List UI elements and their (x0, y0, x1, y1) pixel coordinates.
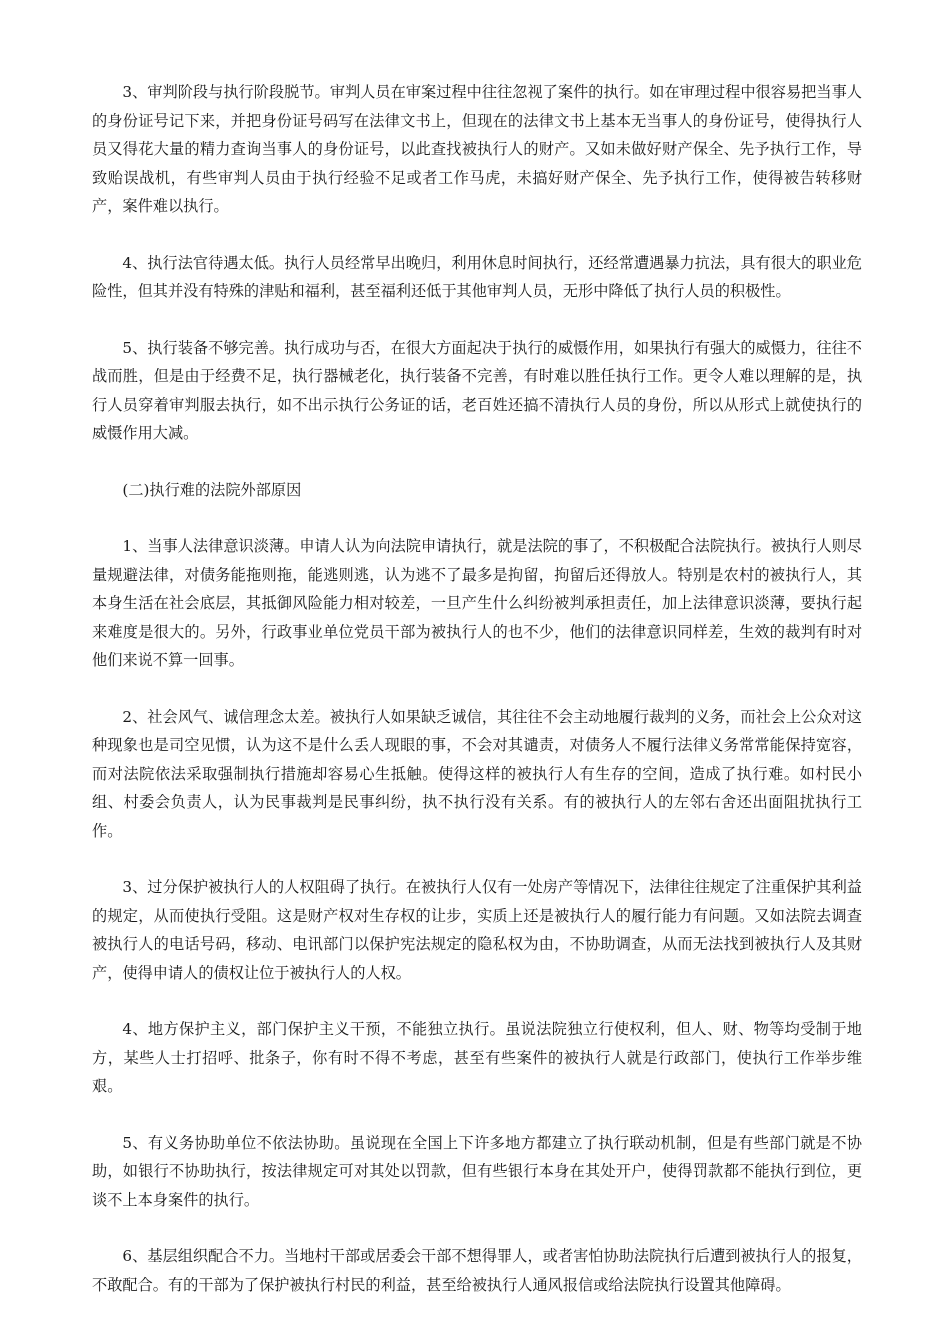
paragraph-grassroots-cooperation: 6、基层组织配合不力。当地村干部或居委会干部不想得罪人，或者害怕协助法院执行后遭到被执行人的报复，不敢配合。有的干部为了保护被执行村民的利益，甚至给被执行人通风报信或给法院执行设置其他障碍。 (92, 1247, 862, 1294)
paragraph-equipment: 5、执行装备不够完善。执行成功与否，在很大方面起决于执行的威慑作用，如果执行有强大的威慑力，往往不战而胜，但是由于经费不足，执行器械老化，执行装备不完善，有时难以胜任执行工作。更令人难以理解的是，执行人员穿着审判服去执行，如不出示执行公务证的话，老百姓还搞不清执行人员的身份，所以从形式上就使执行的威慑作用大减。 (92, 338, 862, 442)
paragraph-trial-execution-disconnect: 3、审判阶段与执行阶段脱节。审判人员在审案过程中往往忽视了案件的执行。如在审理过程中很容易把当事人的身份证号记下来，并把身份证号码写在法律文书上，但现在的法律文书上基本无当事人的身份证号，使得执行人员又得花大量的精力查询当事人的身份证号，以此查找被执行人的财产。又如未做好财产保全、先予执行工作，导致贻误战机，有些审判人员由于执行经验不足或者工作马虎，未搞好财产保全、先予执行工作，使得被告转移财产，案件难以执行。 (92, 83, 862, 215)
section-heading-external-causes: (二)执行难的法院外部原因 (122, 480, 302, 499)
paragraph-assisting-units: 5、有义务协助单位不依法协助。虽说现在全国上下许多地方都建立了执行联动机制，但是有些部门就是不协助，如银行不协助执行，按法律规定可对其处以罚款，但有些银行本身在其处开户，使得罚款都不能执行到位，更谈不上本身案件的执行。 (92, 1133, 862, 1209)
paragraph-social-integrity: 2、社会风气、诚信理念太差。被执行人如果缺乏诚信，其往往不会主动地履行裁判的义务，而社会上公众对这种现象也是司空见惯，认为这不是什么丢人现眼的事，不会对其谴责，对债务人不履行法律义务常常能保持宽容，而对法院依法采取强制执行措施却容易心生抵触。使得这样的被执行人有生存的空间，造成了执行难。如村民小组、村委会负责人，认为民事裁判是民事纠纷，执不执行没有关系。有的被执行人的左邻右舍还出面阻扰执行工作。 (92, 707, 862, 840)
paragraph-human-rights: 3、过分保护被执行人的人权阻碍了执行。在被执行人仅有一处房产等情况下，法律往往规定了注重保护其利益的规定，从而使执行受阻。这是财产权对生存权的让步，实质上还是被执行人的履行能力有问题。又如法院去调查被执行人的电话号码，移动、电讯部门以保护宪法规定的隐私权为由，不协助调查，从而无法找到被执行人及其财产，使得申请人的债权让位于被执行人的人权。 (92, 878, 862, 982)
paragraph-local-protectionism: 4、地方保护主义，部门保护主义干预，不能独立执行。虽说法院独立行使权利，但人、财、物等均受制于地方，某些人士打招呼、批条子，你有时不得不考虑，甚至有些案件的被执行人就是行政部门，使执行工作举步维艰。 (92, 1020, 862, 1095)
paragraph-legal-awareness: 1、当事人法律意识淡薄。申请人认为向法院申请执行，就是法院的事了，不积极配合法院执行。被执行人则尽量规避法律，对债务能拖则拖，能逃则逃，认为逃不了最多是拘留，拘留后还得放人。特别是农村的被执行人，其本身生活在社会底层，其抵御风险能力相对较差，一旦产生什么纠纷被判承担责任，加上法律意识淡薄，要执行起来难度是很大的。另外，行政事业单位党员干部为被执行人的也不少，他们的法律意识同样差，生效的裁判有时对他们来说不算一回事。 (92, 537, 862, 669)
document-page (92, 78, 862, 1327)
paragraph-judge-treatment: 4、执行法官待遇太低。执行人员经常早出晚归，利用休息时间执行，还经常遭遇暴力抗法，具有很大的职业危险性，但其并没有特殊的津贴和福利，甚至福利还低于其他审判人员，无形中降低了执行人员的积极性。 (92, 253, 862, 300)
